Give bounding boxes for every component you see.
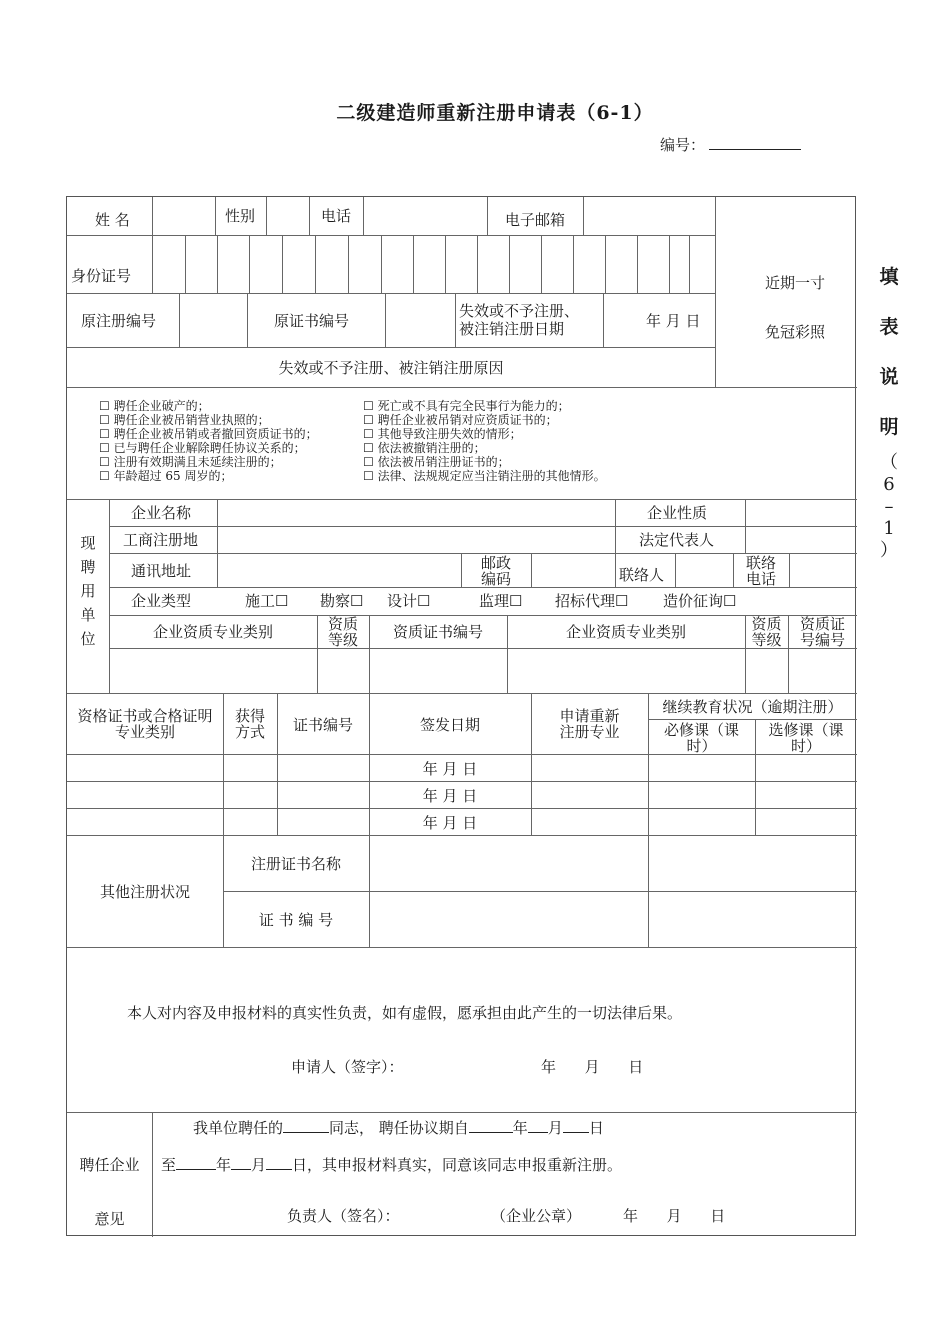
phone-label: 电话 xyxy=(321,207,352,225)
qual-category-label-2: 企业资质专业类别 xyxy=(565,623,686,641)
start-month-blank[interactable] xyxy=(528,1118,548,1133)
opinion-text: 日 xyxy=(588,1119,604,1137)
photo-label-1: 近期一寸 xyxy=(765,274,826,292)
opinion-text: 至 xyxy=(161,1156,177,1174)
issue-date-header: 签发日期 xyxy=(419,716,480,734)
start-year-blank[interactable] xyxy=(469,1118,513,1133)
opinion-date: 年 月 日 xyxy=(623,1207,726,1225)
issue-date-cell[interactable]: 年 月 日 xyxy=(422,787,478,805)
opinion-label-2: 意见 xyxy=(94,1210,125,1228)
side-char: ） xyxy=(880,540,898,561)
opinion-line-1 xyxy=(193,1118,604,1136)
reason-checkbox[interactable]: ☐ 聘任企业破产的； xyxy=(99,399,210,413)
qual-cert-no2-label-2: 号编号 xyxy=(799,631,845,649)
start-day-blank[interactable] xyxy=(563,1118,589,1133)
orig-cert-no-label: 原证书编号 xyxy=(274,312,350,330)
side-char: 1 xyxy=(883,518,895,539)
invalid-date-ymd: 年 月 日 xyxy=(646,312,701,330)
opinion-text: 我单位聘任的 xyxy=(193,1119,284,1137)
elective-hours-header xyxy=(755,722,857,754)
reason-title: 失效或不予注册、被注销注册原因 xyxy=(278,359,504,377)
reason-checkbox[interactable]: ☐ 聘任企业被吊销对应资质证书的； xyxy=(363,413,558,427)
postcode-label-1: 邮政 xyxy=(480,554,511,572)
reapply-major-header-2: 注册专业 xyxy=(559,723,620,741)
photo-label-2: 免冠彩照 xyxy=(765,323,826,341)
postcode-label xyxy=(461,555,531,587)
application-form xyxy=(66,196,856,1236)
opinion-text: 同志， 聘任协议期自 xyxy=(329,1119,469,1137)
qual-level-label xyxy=(317,616,369,648)
form-title: 二级建造师重新注册申请表（6-1） xyxy=(336,102,654,124)
reason-checkbox[interactable]: ☐ 依法被撤销注册的； xyxy=(363,441,486,455)
gender-label: 性别 xyxy=(225,207,256,225)
qual-level-label-2: 等级 xyxy=(751,631,782,649)
employer-side-char: 用 xyxy=(80,582,96,600)
obtain-method-header xyxy=(223,708,277,740)
reapply-major-header xyxy=(531,708,648,740)
opinion-text: 月 xyxy=(547,1119,563,1137)
reapply-major-header-1: 申请重新 xyxy=(559,707,620,725)
side-char: （ xyxy=(880,452,898,473)
required-hours-header-2: 时） xyxy=(686,737,717,755)
side-note xyxy=(876,252,902,562)
legal-rep-label: 法定代表人 xyxy=(639,531,715,549)
opinion-text: 年 xyxy=(512,1119,528,1137)
cert-no-header: 证书编号 xyxy=(292,716,353,734)
reason-checkbox[interactable]: ☐ 聘任企业被吊销营业执照的； xyxy=(99,413,270,427)
employer-side-char: 单 xyxy=(80,606,96,624)
applicant-signature-label: 申请人（签字）： xyxy=(291,1058,404,1076)
type-survey-checkbox[interactable]: 勘察☐ xyxy=(320,592,364,610)
reason-checkbox[interactable]: ☐ 死亡或不具有完全民事行为能力的； xyxy=(363,399,570,413)
serial-number xyxy=(660,134,801,155)
responsible-signature-label: 负责人（签名）： xyxy=(287,1207,400,1225)
side-char: 填 xyxy=(879,266,899,288)
side-char: 明 xyxy=(879,416,899,438)
contact-phone-label-2: 电话 xyxy=(745,570,776,588)
required-hours-header-1: 必修课（课 xyxy=(663,721,739,739)
company-type-label: 企业类型 xyxy=(131,592,192,610)
employer-side-char: 位 xyxy=(80,630,96,648)
qual-cert-no-label: 资质证书编号 xyxy=(392,623,483,641)
qual-level-label-2nd xyxy=(745,616,788,648)
end-month-blank[interactable] xyxy=(231,1155,251,1170)
cert-category-header xyxy=(67,708,223,740)
postcode-label-2: 编码 xyxy=(480,570,511,588)
end-year-blank[interactable] xyxy=(176,1155,216,1170)
company-name-label: 企业名称 xyxy=(131,504,192,522)
applicant-date: 年 月 日 xyxy=(541,1058,644,1076)
opinion-text: 日，其申报材料真实，同意该同志申报重新注册。 xyxy=(292,1156,623,1174)
issue-date-cell[interactable]: 年 月 日 xyxy=(422,760,478,778)
company-nature-label: 企业性质 xyxy=(647,504,708,522)
employer-side-label xyxy=(67,531,109,651)
type-design-checkbox[interactable]: 设计☐ xyxy=(387,592,431,610)
side-char: 说 xyxy=(879,366,899,388)
side-char: 表 xyxy=(879,316,899,338)
reason-checkbox[interactable]: ☐ 已与聘任企业解除聘任协议关系的； xyxy=(99,441,306,455)
reason-checkbox[interactable]: ☐ 法律、法规规定应当注销注册的其他情形。 xyxy=(363,469,606,483)
type-construction-checkbox[interactable]: 施工☐ xyxy=(245,592,289,610)
cert-category-header-1: 资格证书或合格证明 xyxy=(77,707,213,725)
qual-category-label: 企业资质专业类别 xyxy=(152,623,273,641)
opinion-line-2 xyxy=(161,1155,622,1173)
serial-blank[interactable] xyxy=(709,135,801,150)
obtain-method-header-2: 方式 xyxy=(234,723,265,741)
opinion-text: 年 xyxy=(216,1156,232,1174)
qual-cert-no-label-2nd xyxy=(788,616,857,648)
type-cost-consulting-checkbox[interactable]: 造价征询☐ xyxy=(663,592,737,610)
reason-checkbox[interactable]: ☐ 注册有效期满且未延续注册的； xyxy=(99,455,282,469)
name-label: 姓 名 xyxy=(95,211,130,229)
issue-date-cell[interactable]: 年 月 日 xyxy=(422,814,478,832)
side-char: – xyxy=(884,496,894,517)
qual-level-label-2: 等级 xyxy=(327,631,358,649)
obtain-method-header-1: 获得 xyxy=(234,707,265,725)
reg-cert-name-label: 注册证书名称 xyxy=(250,855,341,873)
declaration-text: 本人对内容及申报材料的真实性负责，如有虚假，愿承担由此产生的一切法律后果。 xyxy=(127,1004,683,1022)
elective-hours-header-1: 选修课（课 xyxy=(768,721,844,739)
orig-reg-no-label: 原注册编号 xyxy=(81,312,157,330)
invalid-date-label-1: 失效或不予注册、 xyxy=(459,302,580,320)
side-char: 6 xyxy=(883,474,895,495)
employer-side-char: 现 xyxy=(80,534,96,552)
type-bidding-agent-checkbox[interactable]: 招标代理☐ xyxy=(555,592,629,610)
elective-hours-header-2: 时） xyxy=(790,737,821,755)
qual-cert-no2-label-1: 资质证 xyxy=(799,615,845,633)
qual-level-label-1: 资质 xyxy=(327,615,358,633)
employee-name-blank[interactable] xyxy=(283,1118,329,1133)
reason-checkbox[interactable]: ☐ 依法被吊销注册证书的； xyxy=(363,455,510,469)
reason-checkbox[interactable]: ☐ 年龄超过 65 周岁的； xyxy=(99,469,233,483)
opinion-label-1: 聘任企业 xyxy=(79,1156,140,1174)
contact-phone-label-1: 联络 xyxy=(745,554,776,572)
reg-place-label: 工商注册地 xyxy=(123,531,199,549)
id-card-label: 身份证号 xyxy=(71,267,132,285)
email-label: 电子邮箱 xyxy=(505,211,566,229)
reason-checkbox[interactable]: ☐ 其他导致注册失效的情形； xyxy=(363,427,522,441)
cert-category-header-2: 专业类别 xyxy=(114,723,175,741)
type-supervision-checkbox[interactable]: 监理☐ xyxy=(479,592,523,610)
serial-label: 编号： xyxy=(660,136,706,154)
reason-checkbox[interactable]: ☐ 聘任企业被吊销或者撤回资质证书的； xyxy=(99,427,318,441)
invalid-date-label-2: 被注销注册日期 xyxy=(459,320,565,338)
continuing-edu-header: 继续教育状况（逾期注册） xyxy=(662,698,843,716)
address-label: 通讯地址 xyxy=(131,562,192,580)
contact-label: 联络人 xyxy=(619,566,665,584)
employer-side-char: 聘 xyxy=(80,558,96,576)
opinion-text: 月 xyxy=(251,1156,267,1174)
required-hours-header xyxy=(648,722,755,754)
qual-level-label-1: 资质 xyxy=(751,615,782,633)
end-day-blank[interactable] xyxy=(266,1155,292,1170)
other-registration-label: 其他注册状况 xyxy=(99,883,190,901)
company-seal-label: （企业公章） xyxy=(491,1207,582,1225)
reg-cert-no-label: 证 书 编 号 xyxy=(258,911,334,929)
contact-phone-label xyxy=(733,555,789,587)
